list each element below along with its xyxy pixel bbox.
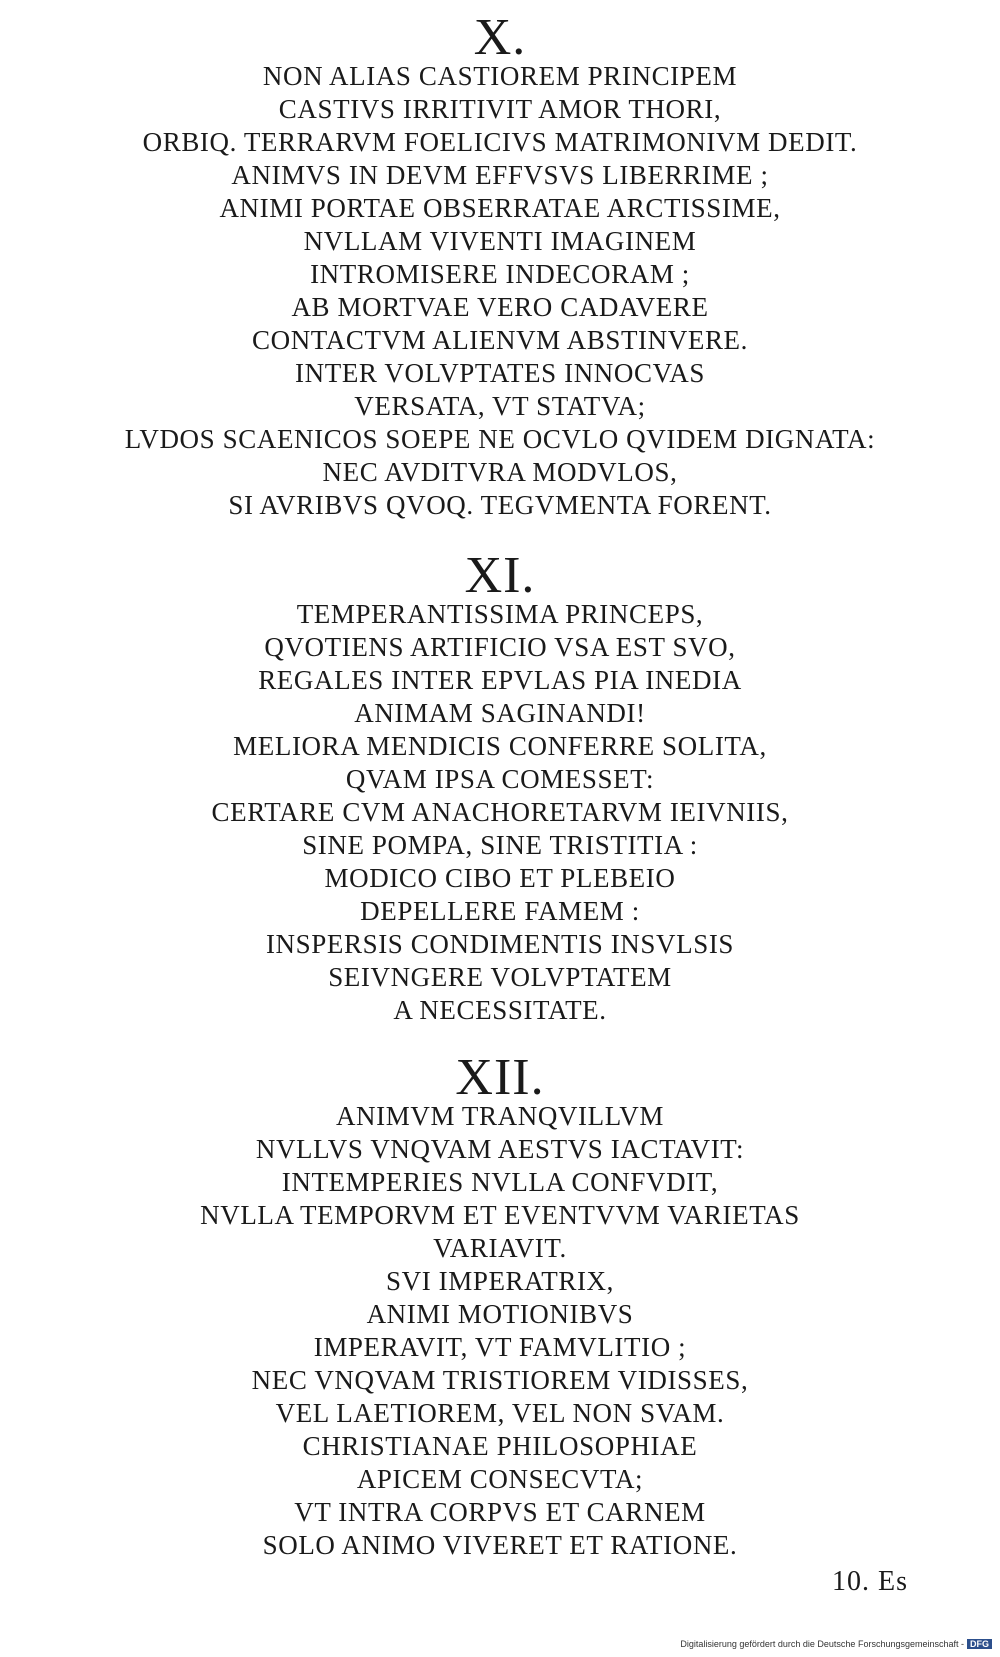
footer-text: Digitalisierung gefördert durch die Deutsche Forschungsgemeinschaft -	[680, 1639, 964, 1649]
dfg-logo: DFG	[967, 1639, 992, 1649]
text-line: REGALES INTER EPVLAS PIA INEDIA	[258, 665, 742, 695]
text-line: ANIMAM SAGINANDI!	[354, 698, 646, 728]
digitization-footer	[680, 1639, 992, 1649]
text-line: ANIMVS IN DEVM EFFVSVS LIBERRIME ;	[231, 160, 769, 190]
text-line: CERTARE CVM ANACHORETARVM IEIVNIIS,	[211, 797, 789, 827]
text-line: VARIAVIT.	[433, 1233, 567, 1263]
text-line: APICEM CONSECVTA;	[356, 1464, 644, 1494]
text-line: VERSATA, VT STATVA;	[354, 391, 646, 421]
text-line: NVLLVS VNQVAM AESTVS IACTAVIT:	[255, 1134, 745, 1164]
text-line: QVOTIENS ARTIFICIO VSA EST SVO,	[264, 632, 736, 662]
section-xii	[0, 1049, 1000, 1562]
text-line: INTER VOLVPTATES INNOCVAS	[295, 358, 705, 388]
text-line: CHRISTIANAE PHILOSOPHIAE	[302, 1431, 698, 1461]
text-line: SI AVRIBVS QVOQ. TEGVMENTA FORENT.	[228, 490, 772, 520]
text-line: ANIMVM TRANQVILLVM	[335, 1101, 665, 1131]
text-line: IMPERAVIT, VT FAMVLITIO ;	[313, 1332, 687, 1362]
text-line: QVAM IPSA COMESSET:	[345, 764, 655, 794]
section-xi	[0, 547, 1000, 1027]
section-numeral: XI.	[464, 547, 536, 604]
text-line: AB MORTVAE VERO CADAVERE	[291, 292, 709, 322]
text-line: MODICO CIBO ET PLEBEIO	[324, 863, 676, 893]
section-numeral: XII.	[455, 1049, 545, 1106]
text-line: ANIMI MOTIONIBVS	[366, 1299, 634, 1329]
catchword: 10. Es	[832, 1566, 908, 1597]
section-x	[0, 9, 1000, 522]
text-line: NVLLAM VIVENTI IMAGINEM	[303, 226, 697, 256]
text-line: TEMPERANTISSIMA PRINCEPS,	[296, 599, 704, 629]
text-line: NVLLA TEMPORVM ET EVENTVVM VARIETAS	[200, 1200, 800, 1230]
text-line: INTROMISERE INDECORAM ;	[310, 259, 690, 289]
text-line: A NECESSITATE.	[393, 995, 607, 1025]
text-line: INTEMPERIES NVLLA CONFVDIT,	[281, 1167, 719, 1197]
text-line: SOLO ANIMO VIVERET ET RATIONE.	[262, 1530, 738, 1560]
text-line: NON ALIAS CASTIOREM PRINCIPEM	[262, 61, 738, 91]
text-line: NEC VNQVAM TRISTIOREM VIDISSES,	[251, 1365, 749, 1395]
text-line: CONTACTVM ALIENVM ABSTINVERE.	[252, 325, 748, 355]
text-line: SVI IMPERATRIX,	[385, 1266, 615, 1296]
text-line: CASTIVS IRRITIVIT AMOR THORI,	[278, 94, 722, 124]
text-line: NEC AVDITVRA MODVLOS,	[322, 457, 678, 487]
text-line: VT INTRA CORPVS ET CARNEM	[294, 1497, 706, 1527]
text-line: INSPERSIS CONDIMENTIS INSVLSIS	[265, 929, 735, 959]
text-line: SEIVNGERE VOLVPTATEM	[328, 962, 672, 992]
text-line: ORBIQ. TERRARVM FOELICIVS MATRIMONIVM DEDIT.	[142, 127, 858, 157]
text-line: LVDOS SCAENICOS SOEPE NE OCVLO QVIDEM DIGNATA:	[124, 424, 876, 454]
text-line: MELIORA MENDICIS CONFERRE SOLITA,	[233, 731, 767, 761]
text-line: ANIMI PORTAE OBSERRATAE ARCTISSIME,	[219, 193, 781, 223]
text-line: DEPELLERE FAMEM :	[360, 896, 640, 926]
text-line: SINE POMPA, SINE TRISTITIA :	[302, 830, 698, 860]
section-numeral: X.	[473, 9, 527, 66]
text-line: VEL LAETIOREM, VEL NON SVAM.	[275, 1398, 725, 1428]
